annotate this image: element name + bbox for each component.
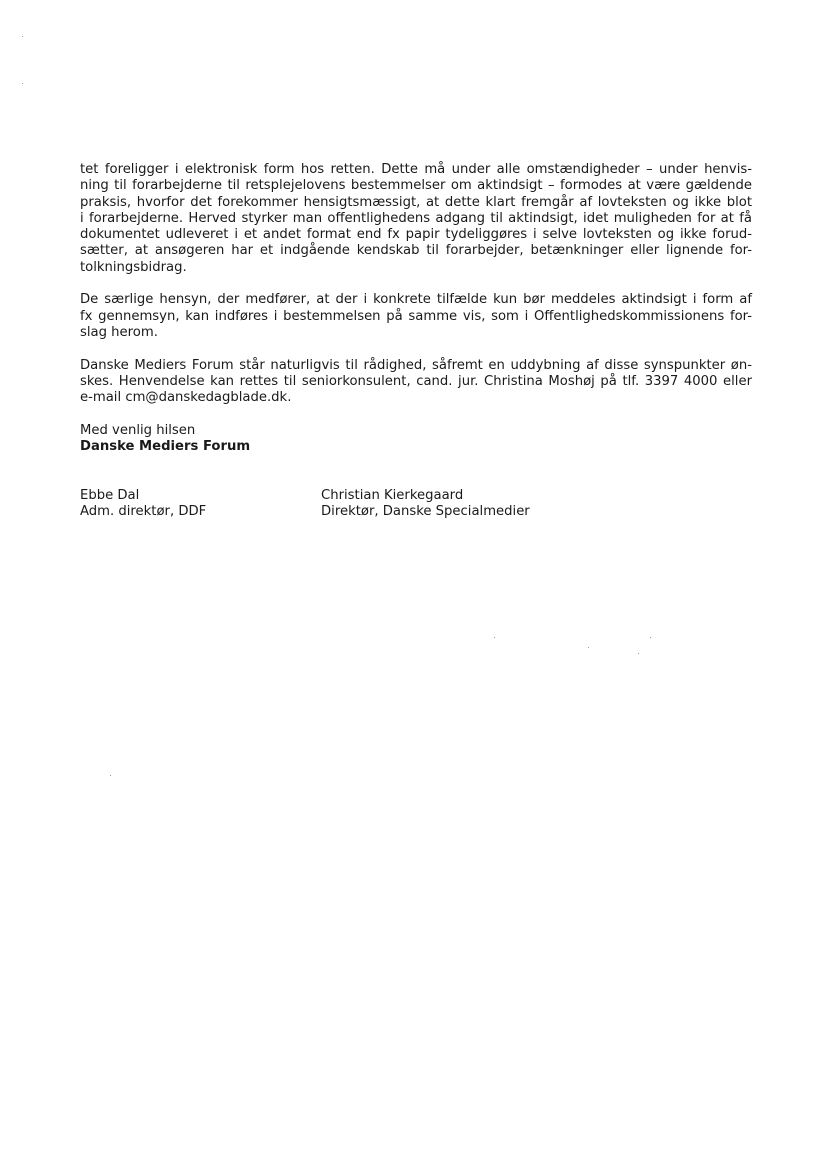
paragraph-contact — [80, 358, 752, 407]
body-line: i forarbejderne. Herved styrker man offentlighedens adgang til aktindsigt, idet muligheden for at få — [80, 210, 752, 226]
paragraph-aktindsigt-format — [80, 162, 752, 276]
closing-greeting: Med venlig hilsen — [80, 422, 196, 438]
body-line: dokumentet udleveret i et andet format end fx papir tydeliggøres i selve lovteksten og ikke forud- — [80, 227, 752, 243]
letter-body — [80, 162, 752, 472]
signature-right — [321, 488, 530, 521]
scan-speck — [22, 83, 23, 84]
body-line: ning til forarbejderne til retsplejelovens bestemmelser om aktindsigt – formodes at være gældende — [80, 178, 752, 194]
scan-speck — [638, 653, 639, 654]
body-line: e-mail cm@danskedagblade.dk. — [80, 390, 292, 406]
body-line: skes. Henvendelse kan rettes til seniorkonsulent, cand. jur. Christina Moshøj på tlf. 3397 4000 eller — [80, 373, 752, 389]
body-line: slag herom. — [80, 324, 158, 340]
body-line: fx gennemsyn, kan indføres i bestemmelsen på samme vis, som i Offentlighedskommissionens for- — [80, 308, 752, 324]
signatory-title: Adm. direktør, DDF — [80, 504, 207, 520]
signature-left — [80, 488, 206, 521]
body-line: sætter, at ansøgeren har et indgående kendskab til forarbejder, betænkninger eller lignende for- — [80, 243, 752, 259]
signatory-name: Christian Kierkegaard — [321, 488, 464, 503]
scan-speck — [494, 637, 495, 638]
body-line: tet foreligger i elektronisk form hos retten. Dette må under alle omstændigheder – under henvis- — [80, 162, 752, 177]
signatory-name: Ebbe Dal — [80, 488, 140, 503]
closing-block — [80, 423, 752, 456]
scan-speck — [110, 775, 111, 776]
body-line: tolkningsbidrag. — [80, 259, 187, 275]
scan-speck — [588, 647, 589, 648]
scan-speck — [650, 637, 651, 638]
body-line: Danske Mediers Forum står naturligvis til rådighed, såfremt en uddybning af disse synspunkter øn- — [80, 357, 752, 373]
signatory-title: Direktør, Danske Specialmedier — [321, 504, 530, 520]
paragraph-saerlige-hensyn — [80, 292, 752, 341]
closing-organization: Danske Mediers Forum — [80, 439, 251, 455]
scan-speck — [22, 36, 23, 37]
body-line: praksis, hvorfor det forekommer hensigtsmæssigt, at dette klart fremgår af lovteksten og ikke blot — [80, 194, 752, 210]
body-line: De særlige hensyn, der medfører, at der i konkrete tilfælde kun bør meddeles aktindsigt i form af — [80, 292, 752, 308]
